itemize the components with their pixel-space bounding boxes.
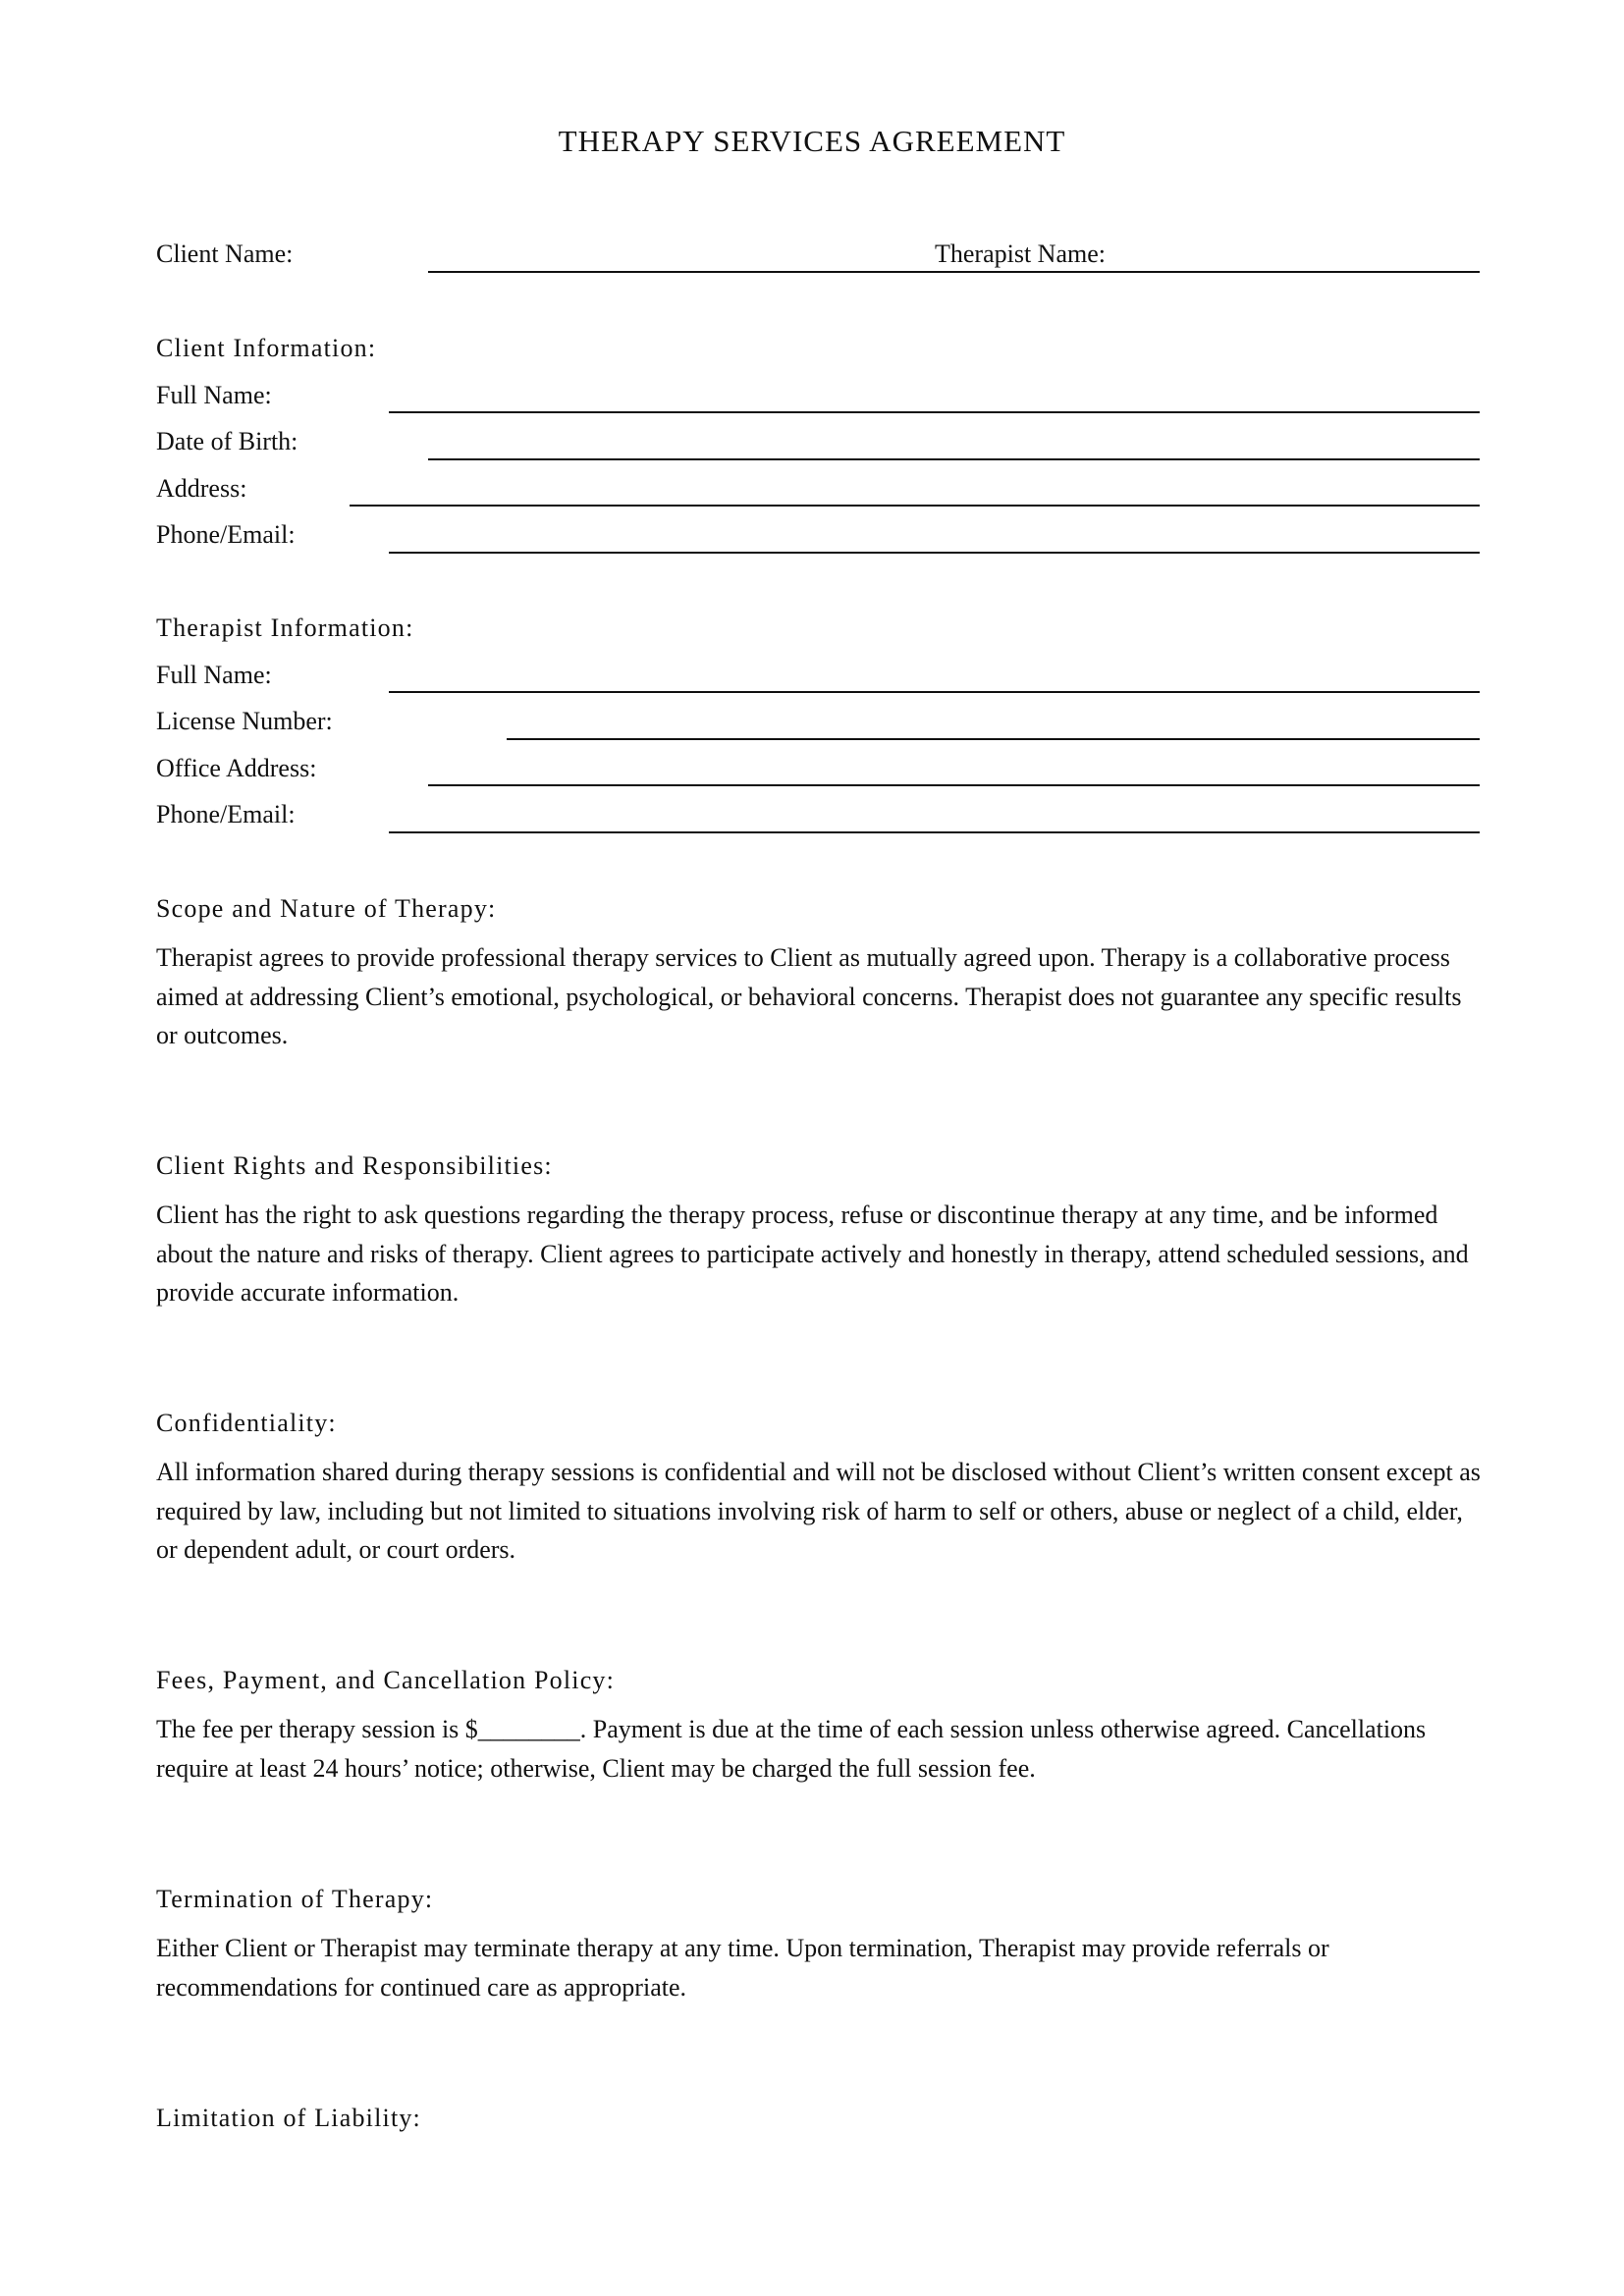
section-heading-termination: Termination of Therapy:: [156, 1885, 434, 1913]
section-heading-liability: Limitation of Liability:: [156, 2104, 421, 2132]
therapist-license-number-field[interactable]: [507, 738, 1480, 740]
section-body-client-rights: Client has the right to ask questions regarding the therapy process, refuse or discontinue therapy at any time, and be informed about the nature and risks of therapy. Client agrees to participate actively and honestly in therapy, attend scheduled sessions, and provide accurate information.: [156, 1201, 1469, 1307]
section-body-scope: Therapist agrees to provide professional therapy services to Client as mutually agreed upon. Therapy is a collaborative process aimed at addressing Client’s emotional, psychological, or behavioral concerns. Therapist does not guarantee any specific results or outcomes.: [156, 943, 1462, 1049]
client-phone-email-field[interactable]: [389, 552, 1480, 554]
client-full-name-label: Full Name:: [156, 381, 272, 409]
section-heading-client-rights: Client Rights and Responsibilities:: [156, 1151, 553, 1180]
therapist-information-heading: Therapist Information:: [156, 614, 414, 642]
therapist-name-label: Therapist Name:: [935, 240, 1106, 268]
therapist-office-address-label: Office Address:: [156, 754, 317, 782]
client-dob-field[interactable]: [428, 458, 1480, 460]
client-name-label: Client Name:: [156, 240, 294, 268]
section-heading-fees: Fees, Payment, and Cancellation Policy:: [156, 1666, 616, 1694]
client-address-label: Address:: [156, 474, 247, 503]
client-dob-label: Date of Birth:: [156, 427, 298, 455]
client-name-field[interactable]: [428, 271, 1480, 273]
therapist-office-address-field[interactable]: [428, 784, 1480, 786]
therapist-license-number-label: License Number:: [156, 707, 333, 735]
section-body-fees: The fee per therapy session is $________. Payment is due at the time of each session unless otherwise agreed. Cancellations require at least 24 hours’ notice; otherwise, Client may be charged the full session fee.: [156, 1715, 1427, 1783]
client-address-field[interactable]: [350, 505, 1480, 507]
therapist-full-name-field[interactable]: [389, 691, 1480, 693]
client-phone-email-label: Phone/Email:: [156, 520, 296, 549]
therapist-full-name-label: Full Name:: [156, 661, 272, 689]
section-body-termination: Either Client or Therapist may terminate therapy at any time. Upon termination, Therapist may provide referrals or recommendations for continued care as appropriate.: [156, 1934, 1329, 2002]
client-information-heading: Client Information:: [156, 334, 377, 362]
client-full-name-field[interactable]: [389, 411, 1480, 413]
therapist-phone-email-label: Phone/Email:: [156, 800, 296, 828]
section-heading-scope: Scope and Nature of Therapy:: [156, 894, 497, 923]
document-title: THERAPY SERVICES AGREEMENT: [558, 124, 1066, 158]
therapist-phone-email-field[interactable]: [389, 831, 1480, 833]
section-heading-confidentiality: Confidentiality:: [156, 1409, 337, 1437]
section-body-confidentiality: All information shared during therapy sessions is confidential and will not be disclosed without Client’s written consent except as required by law, including but not limited to situations involving risk of harm to self or others, abuse or neglect of a child, elder, or dependent adult, or court orders.: [156, 1458, 1481, 1564]
